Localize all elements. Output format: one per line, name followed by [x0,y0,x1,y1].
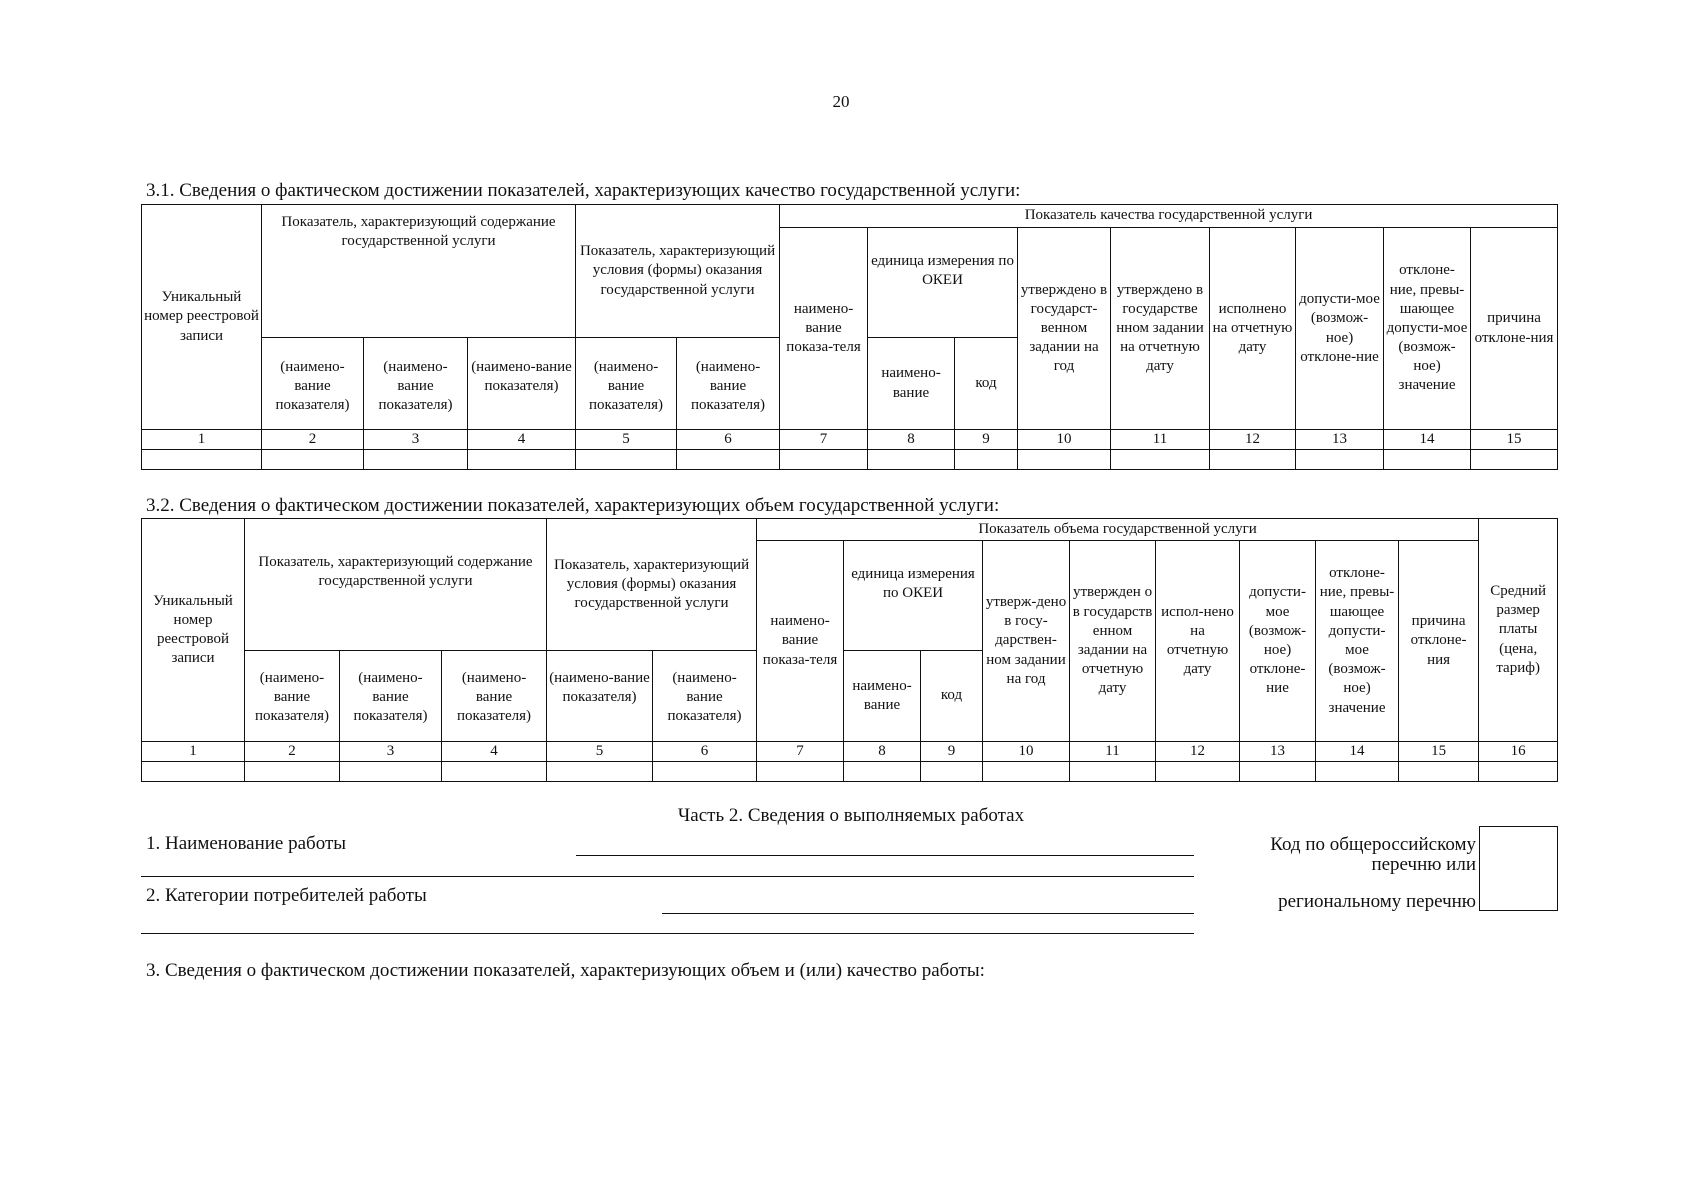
part-2-title: Часть 2. Сведения о выполняемых работах [677,805,1025,826]
column-number: 15 [1471,430,1558,450]
column-number: 4 [468,430,576,450]
column-number: 9 [955,430,1018,450]
header-unit-okei: единица измерения по ОКЕИ [844,541,983,651]
header-executed: исполнено на отчетную дату [1210,228,1296,430]
data-cell[interactable] [1240,762,1316,782]
header-unique-number: Уникальный номер реестровой записи [142,519,245,742]
header-approved-date: утвержден о в государств енном задании на отчетную дату [1070,541,1156,742]
data-cell[interactable] [1018,450,1111,470]
data-cell[interactable] [1399,762,1479,782]
data-cell[interactable] [340,762,442,782]
header-conditions-indicator: Показатель, характеризующий условия (формы) оказания государственной услуги [547,519,757,651]
data-cell[interactable] [780,450,868,470]
column-number: 12 [1156,742,1240,762]
consumers-label: 2. Категории потребителей работы [146,885,427,906]
column-number: 4 [442,742,547,762]
column-number: 6 [653,742,757,762]
data-cell[interactable] [547,762,653,782]
header-unit-name: наимено-вание [844,651,921,742]
header-conditions-indicator: Показатель, характеризующий условия (формы) оказания государственной услуги [576,205,780,338]
column-number: 5 [576,430,677,450]
column-number: 7 [757,742,844,762]
subheader-indicator-name: (наимено-вание показателя) [340,651,442,742]
column-number: 10 [1018,430,1111,450]
subheader-indicator-name: (наимено-вание показателя) [653,651,757,742]
header-quality-indicator: Показатель качества государственной услуги [780,205,1558,228]
data-cell[interactable] [1156,762,1240,782]
column-number: 2 [262,430,364,450]
subheader-indicator-name: (наимено-вание показателя) [547,651,653,742]
header-deviation-reason: причина отклоне-ния [1471,228,1558,430]
table-row [142,450,1558,470]
data-cell[interactable] [1384,450,1471,470]
subheader-indicator-name: (наимено-вание показателя) [442,651,547,742]
column-number: 1 [142,430,262,450]
page-number: 20 [832,92,850,111]
work-name-label: 1. Наименование работы [146,833,347,854]
column-number: 7 [780,430,868,450]
table-row [142,762,1558,782]
registry-code-box[interactable] [1479,826,1558,911]
data-cell[interactable] [245,762,340,782]
column-number: 13 [1296,430,1384,450]
header-volume-indicator: Показатель объема государственной услуги [757,519,1479,541]
subheader-indicator-name: (наимено-вание показателя) [677,338,780,430]
code-label-line-2: перечню или [1371,854,1476,875]
data-cell[interactable] [1316,762,1399,782]
column-number: 11 [1070,742,1156,762]
header-average-fee: Средний размер платы (цена, тариф) [1479,519,1558,742]
column-number: 14 [1316,742,1399,762]
header-content-indicator: Показатель, характеризующий содержание государственной услуги [245,519,547,651]
data-cell[interactable] [1111,450,1210,470]
column-number: 3 [364,430,468,450]
data-cell[interactable] [677,450,780,470]
data-cell[interactable] [1070,762,1156,782]
consumers-field-continuation[interactable] [141,933,1194,934]
subheader-indicator-name: (наимено-вание показателя) [245,651,340,742]
subheader-indicator-name: (наимено-вание показателя) [364,338,468,430]
header-content-indicator: Показатель, характеризующий содержание государственной услуги [262,205,576,338]
data-cell[interactable] [442,762,547,782]
volume-table [141,518,1558,782]
header-approved-date: утверждено в государстве нном задании на отчетную дату [1111,228,1210,430]
column-number: 1 [142,742,245,762]
data-cell[interactable] [262,450,364,470]
header-exceeding-deviation: отклоне-ние, превы-шающее допусти-мое (возмож-ное) значение [1384,228,1471,430]
subheader-indicator-name: (наимено-вание показателя) [576,338,677,430]
data-cell[interactable] [1471,450,1558,470]
column-number: 16 [1479,742,1558,762]
consumers-field[interactable] [662,913,1194,914]
data-cell[interactable] [142,450,262,470]
column-number: 12 [1210,430,1296,450]
data-cell[interactable] [983,762,1070,782]
work-name-field-continuation[interactable] [141,876,1194,877]
data-cell[interactable] [757,762,844,782]
column-number: 11 [1111,430,1210,450]
header-allowed-deviation: допусти-мое (возмож-ное) отклоне-ние [1296,228,1384,430]
data-cell[interactable] [955,450,1018,470]
header-approved-year: утверж-дено в госу-дарствен-ном задании на год [983,541,1070,742]
data-cell[interactable] [844,762,921,782]
subheader-indicator-name: (наимено-вание показателя) [262,338,364,430]
header-unit-code: код [955,338,1018,430]
data-cell[interactable] [364,450,468,470]
data-cell[interactable] [1296,450,1384,470]
column-number: 9 [921,742,983,762]
code-label-line-3: региональному перечню [1278,891,1476,912]
data-cell[interactable] [921,762,983,782]
header-allowed-deviation: допусти-мое (возмож-ное) отклоне-ние [1240,541,1316,742]
column-number: 8 [844,742,921,762]
header-unit-code: код [921,651,983,742]
data-cell[interactable] [1210,450,1296,470]
section-3-1-title: 3.1. Сведения о фактическом достижении показателей, характеризующих качество государственной услуги: [146,180,1021,201]
column-number: 15 [1399,742,1479,762]
quality-table [141,204,1558,470]
header-unit-name: наимено-вание [868,338,955,430]
column-number: 2 [245,742,340,762]
header-approved-year: утверждено в государст-венном задании на год [1018,228,1111,430]
header-executed: испол-нено на отчетную дату [1156,541,1240,742]
column-number: 14 [1384,430,1471,450]
column-number: 13 [1240,742,1316,762]
header-indicator-name: наимено-вание показа-теля [780,228,868,430]
data-cell[interactable] [142,762,245,782]
data-cell[interactable] [653,762,757,782]
header-indicator-name: наимено-вание показа-теля [757,541,844,742]
data-cell[interactable] [868,450,955,470]
data-cell[interactable] [576,450,677,470]
section-3-2-title: 3.2. Сведения о фактическом достижении показателей, характеризующих объем государственной услуги: [146,495,1000,516]
header-exceeding-deviation: отклоне-ние, превы-шающее допусти-мое (возмож-ное) значение [1316,541,1399,742]
code-label-line-1: Код по общероссийскому [1270,834,1476,855]
subheader-indicator-name: (наимено-вание показателя) [468,338,576,430]
header-deviation-reason: причина отклоне-ния [1399,541,1479,742]
header-unique-number: Уникальный номер реестровой записи [142,205,262,430]
work-name-field[interactable] [576,855,1194,856]
section-3-work-title: 3. Сведения о фактическом достижении показателей, характеризующих объем и (или) качество работы: [146,960,985,981]
column-number: 8 [868,430,955,450]
column-number: 3 [340,742,442,762]
column-number: 10 [983,742,1070,762]
column-number: 5 [547,742,653,762]
header-unit-okei: единица измерения по ОКЕИ [868,228,1018,338]
column-number: 6 [677,430,780,450]
data-cell[interactable] [1479,762,1558,782]
data-cell[interactable] [468,450,576,470]
